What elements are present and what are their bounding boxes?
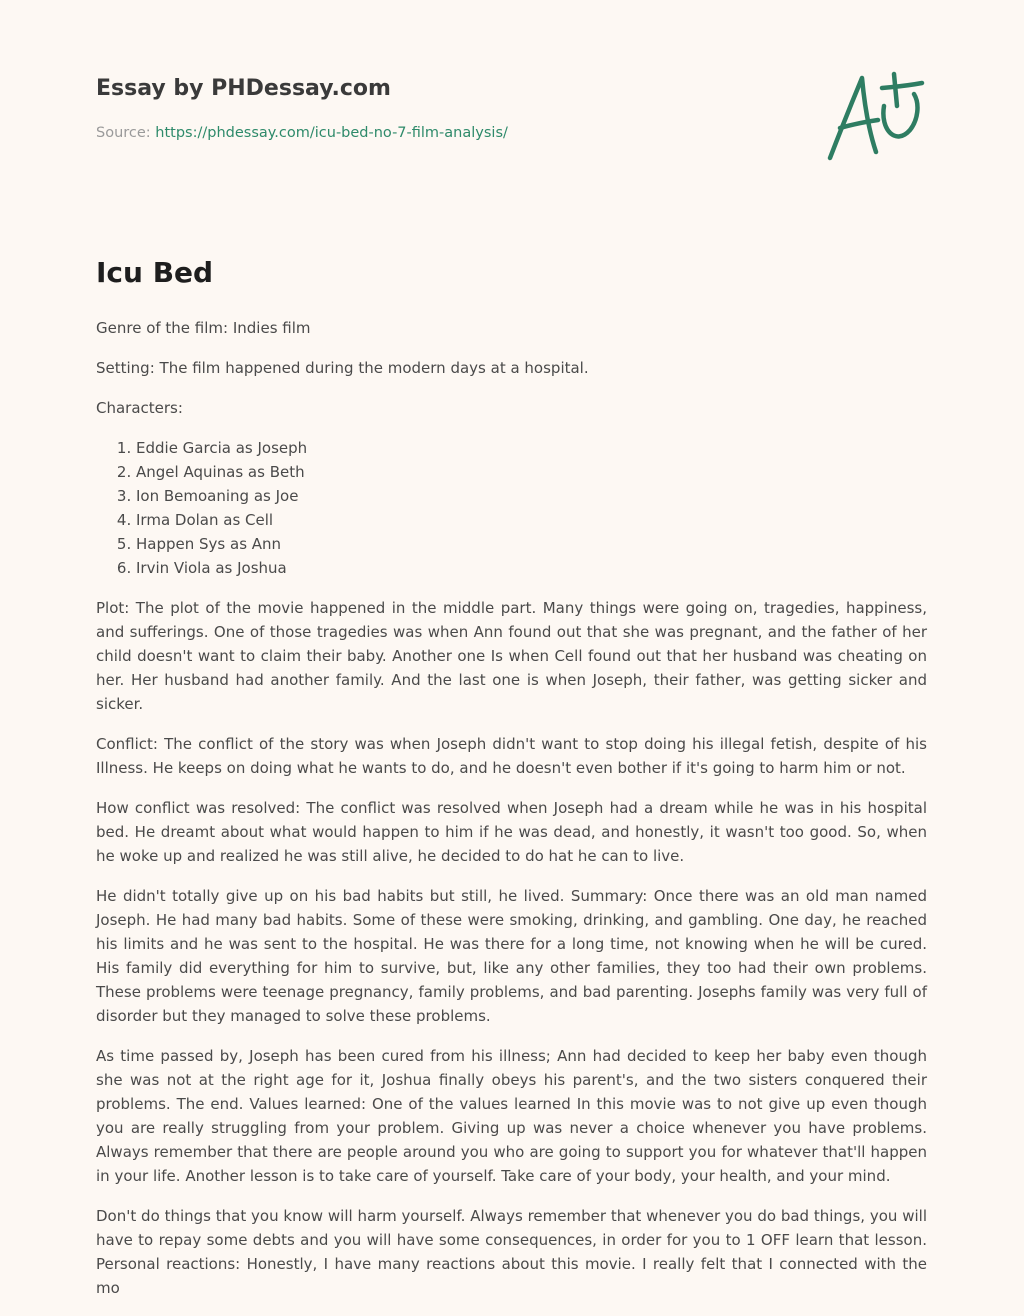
setting-line: Setting: The film happened during the modern days at a hospital. [96, 359, 589, 377]
source-line [96, 125, 508, 141]
list-item: 4. Irma Dolan as Cell [136, 508, 927, 532]
list-item: 2. Angel Aquinas as Beth [136, 460, 927, 484]
list-item: 6. Irvin Viola as Joshua [136, 556, 927, 580]
values-paragraph: As time passed by, Joseph has been cured from his illness; Ann had decided to keep her baby even though she was not at the right age for it, Joshua finally obeys his parent's, and the two sisters conquered their problems. The end. Values learned: One of the values learned In this movie was to not give up even though you are really struggling from your problem. Giving up was never a choice whenever you have problems. Always remember that there are people around you who are going to support you for whatever that'll happen in your life. Another lesson is to take care of yourself. Take care of your body, your health, and your mind. [96, 1047, 927, 1185]
conflict-paragraph: Conflict: The conflict of the story was when Joseph didn't want to stop doing his illegal fetish, despite of his Illness. He keeps on doing what he wants to do, and he doesn't even bother if it's going to harm him or not. [96, 735, 927, 777]
characters-label: Characters: [96, 399, 183, 417]
reactions-paragraph: Don't do things that you know will harm yourself. Always remember that whenever you do bad things, you will have to repay some debts and you will have some consequences, in order for you to 1 OFF learn that lesson. Personal reactions: Honestly, I have many reactions about this movie. I really felt that I connected with the mo [96, 1207, 927, 1297]
site-brand: Essay by PHDessay.com [96, 76, 391, 101]
list-item: 1. Eddie Garcia as Joseph [136, 436, 927, 460]
characters-list [96, 436, 927, 580]
essay-body [96, 316, 927, 1316]
list-item: 5. Happen Sys as Ann [136, 532, 927, 556]
genre-line: Genre of the film: Indies film [96, 319, 311, 337]
essay-title: Icu Bed [96, 256, 214, 289]
summary-paragraph: He didn't totally give up on his bad habits but still, he lived. Summary: Once there was an old man named Joseph. He had many bad habits. Some of these were smoking, drinking, and gambling. One day, he reached his limits and he was sent to the hospital. He was there for a long time, not knowing when he will be cured. His family did everything for him to survive, but, like any other families, they too had their own problems. These problems were teenage pregnancy, family problems, and bad parenting. Josephs family was very full of disorder but they managed to solve these problems. [96, 887, 927, 1025]
plot-paragraph: Plot: The plot of the movie happened in the middle part. Many things were going on, tragedies, happiness, and sufferings. One of those tragedies was when Ann found out that she was pregnant, and the father of her child doesn't want to claim their baby. Another one Is when Cell found out that her husband was cheating on her. Her husband had another family. And the last one is when Joseph, their father, was getting sicker and sicker. [96, 599, 927, 713]
list-item: 3. Ion Bemoaning as Joe [136, 484, 927, 508]
source-link[interactable]: https://phdessay.com/icu-bed-no-7-film-analysis/ [155, 125, 508, 141]
source-label: Source: [96, 125, 156, 141]
a-plus-logo-icon [818, 66, 930, 166]
resolution-paragraph: How conflict was resolved: The conflict was resolved when Joseph had a dream while he was in his hospital bed. He dreamt about what would happen to him if he was dead, and honestly, it wasn't too good. So, when he woke up and realized he was still alive, he decided to do hat he can to live. [96, 799, 927, 865]
